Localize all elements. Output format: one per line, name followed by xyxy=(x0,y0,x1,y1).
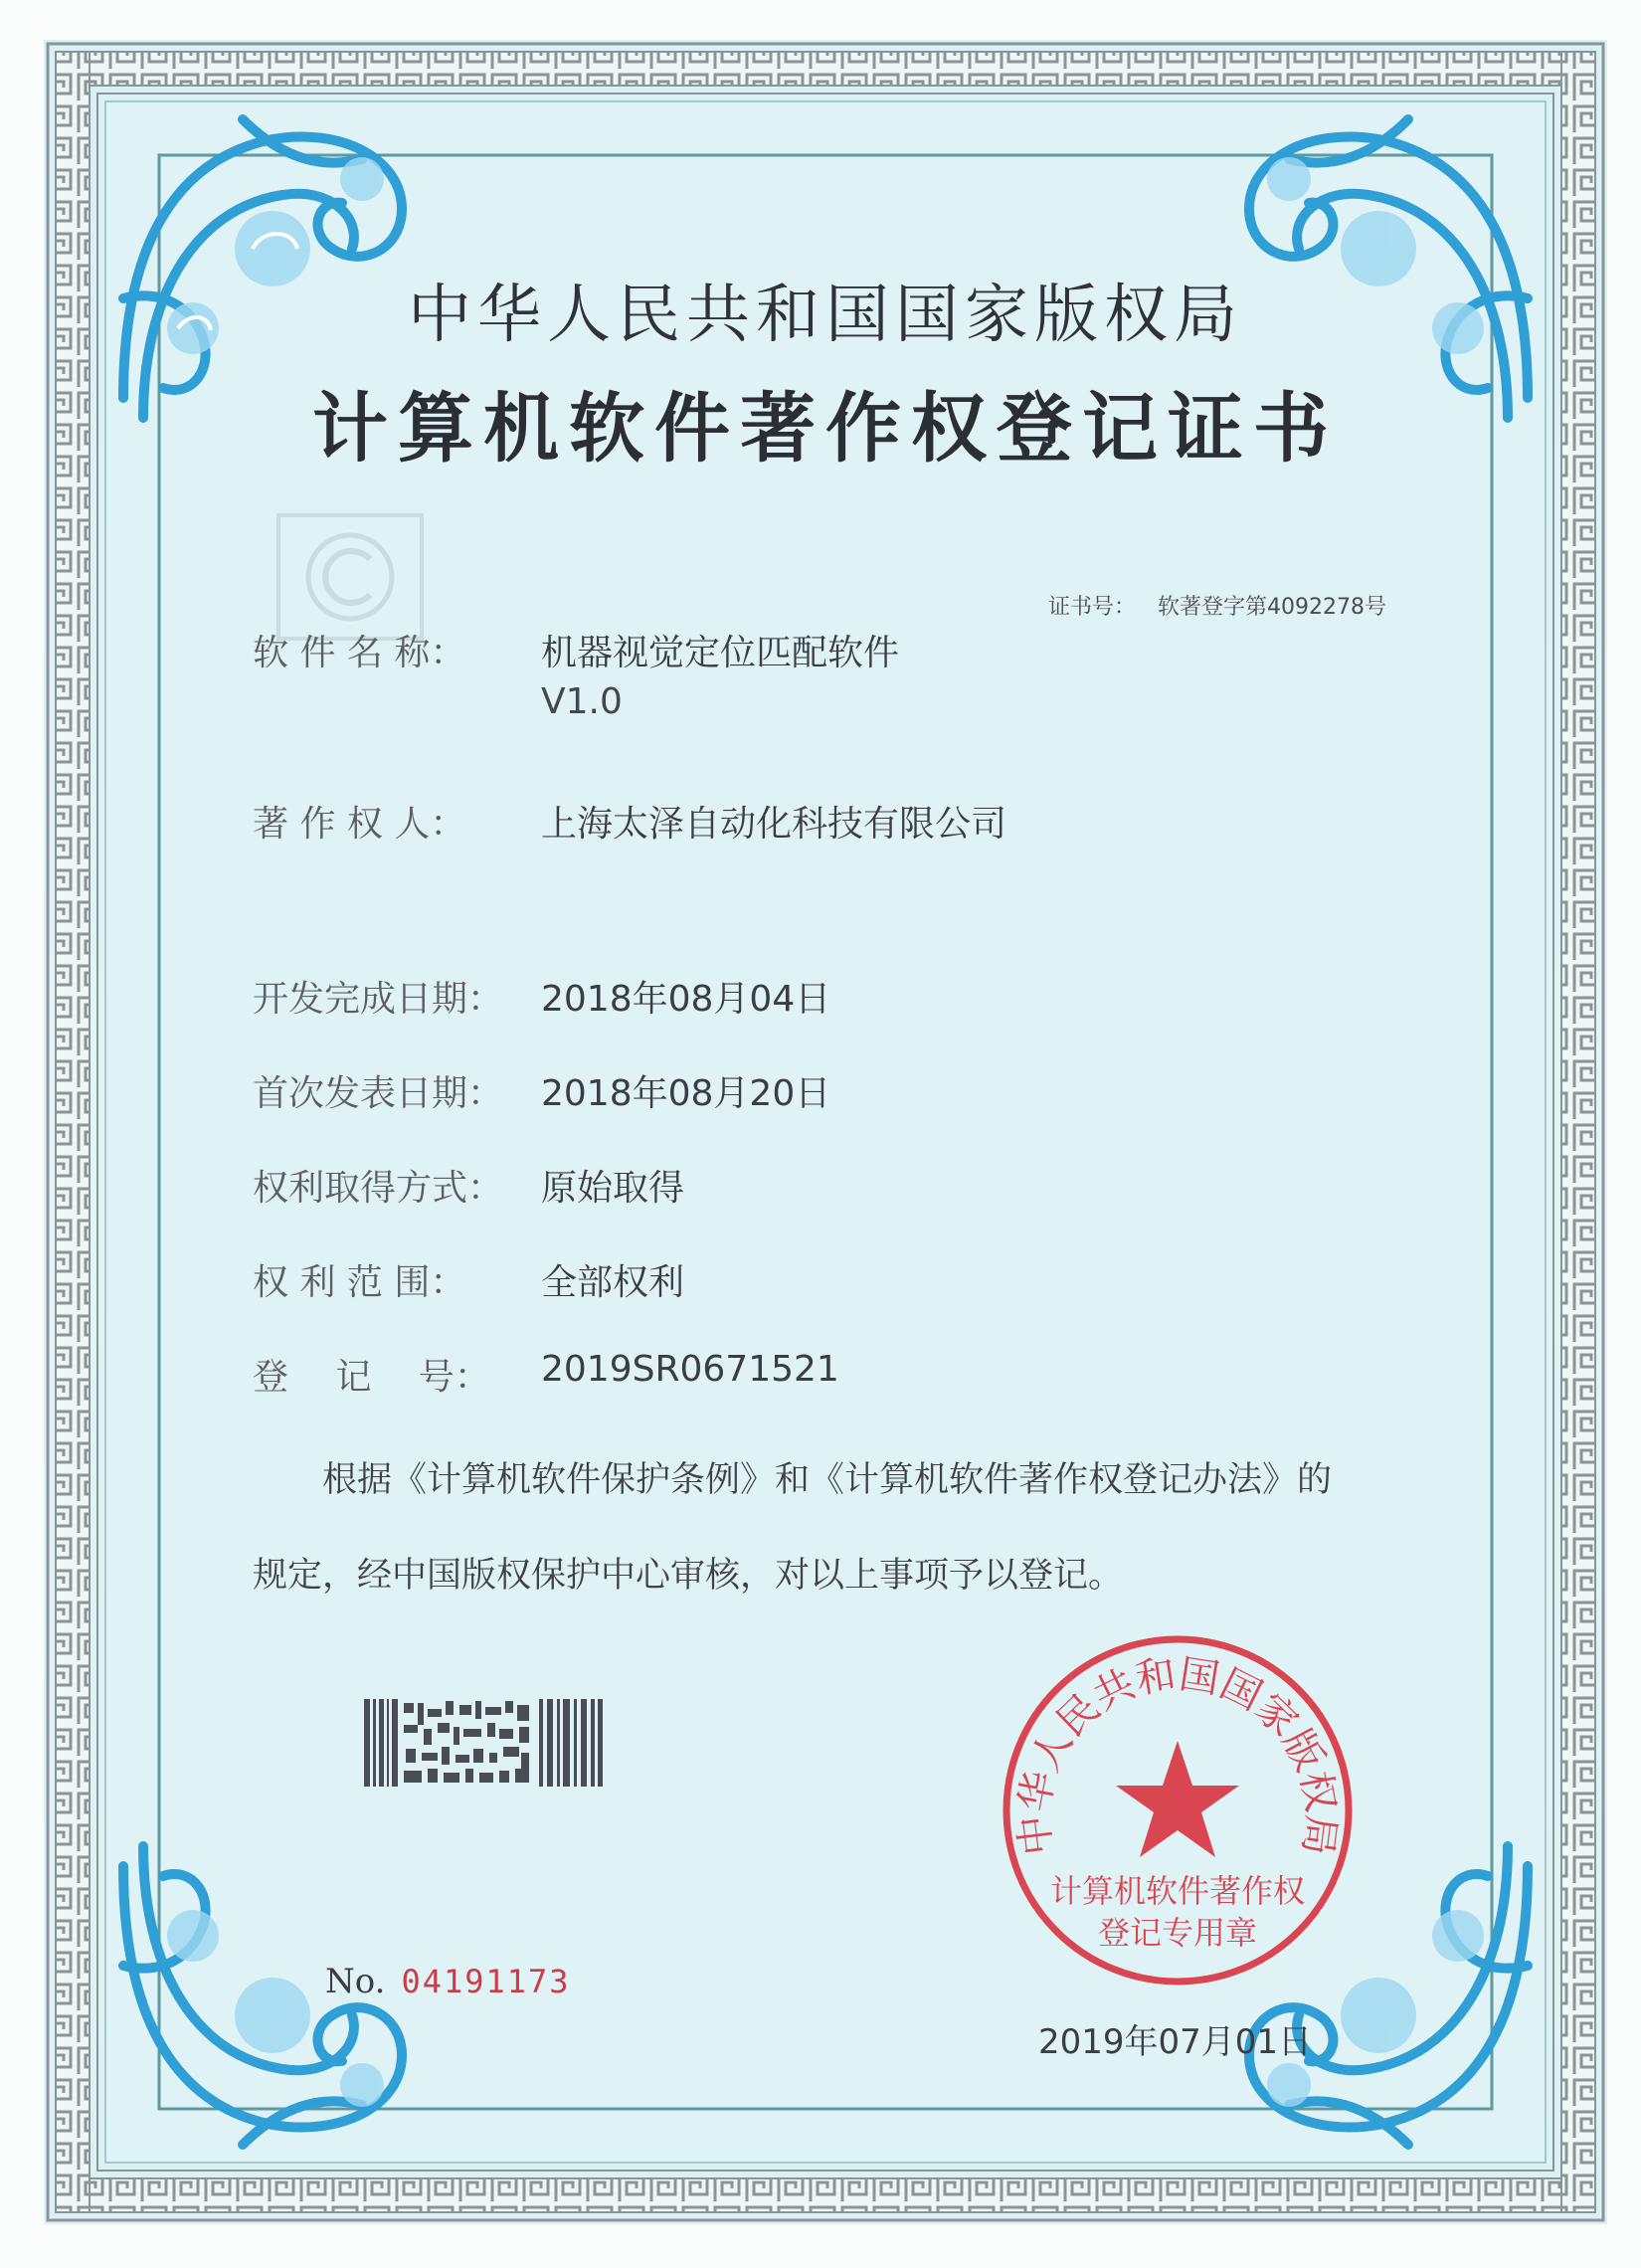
certificate xyxy=(44,40,1607,2224)
certificate-number xyxy=(1048,590,1386,621)
seal-inner-text-1: 计算机软件著作权 xyxy=(1049,1872,1306,1910)
field-label: 开发完成日期： xyxy=(253,979,504,1020)
seal-star-icon xyxy=(1116,1741,1239,1857)
issuer-heading: 中华人民共和国国家版权局 xyxy=(408,279,1243,352)
field-registration-number xyxy=(253,1349,839,1400)
field-value: 全部权利 xyxy=(541,1262,685,1303)
barcode-image xyxy=(364,1699,603,1787)
certificate-title: 计算机软件著作权登记证书 xyxy=(312,384,1339,472)
field-value: 上海太泽自动化科技有限公司 xyxy=(541,804,1007,845)
field-copyright-owner xyxy=(253,796,1006,847)
field-rights-acquisition xyxy=(253,1160,684,1211)
certificate-number-label: 证书号： xyxy=(1048,595,1137,620)
statement-line-2: 规定，经中国版权保护中心审核，对以上事项予以登记。 xyxy=(253,1556,1124,1596)
serial-number xyxy=(325,1962,571,2001)
field-rights-scope xyxy=(253,1254,684,1305)
registration-statement xyxy=(253,1432,1486,1623)
field-development-completion-date xyxy=(253,971,830,1022)
certificate-number-value: 软著登字第4092278号 xyxy=(1158,595,1386,620)
serial-label: No. xyxy=(325,1962,386,2001)
field-value: 机器视觉定位匹配软件 xyxy=(541,633,900,673)
issue-date: 2019年07月01日 xyxy=(1038,2022,1313,2062)
field-label: 权利取得方式： xyxy=(253,1168,504,1209)
field-label: 登 记 号： xyxy=(253,1357,490,1398)
field-label: 著 作 权 人： xyxy=(253,804,466,845)
statement-line-1: 根据《计算机软件保护条例》和《计算机软件著作权登记办法》的 xyxy=(322,1460,1333,1500)
official-seal xyxy=(989,1621,1367,1999)
field-software-name xyxy=(253,625,899,722)
field-value: 2018年08月04日 xyxy=(541,979,831,1020)
field-first-publication-date xyxy=(253,1065,830,1116)
field-value: 2018年08月20日 xyxy=(541,1073,831,1114)
field-label: 软 件 名 称： xyxy=(253,633,466,673)
seal-inner-text-2: 登记专用章 xyxy=(1097,1914,1258,1952)
field-value-version: V1.0 xyxy=(541,681,623,722)
field-label: 首次发表日期： xyxy=(253,1073,504,1114)
field-label: 权 利 范 围： xyxy=(253,1262,466,1303)
serial-value: 04191173 xyxy=(401,1963,571,2000)
field-value: 2019SR0671521 xyxy=(541,1349,839,1390)
seal-outer-text: 中华人民共和国国家版权局 xyxy=(1010,1651,1345,1858)
field-value: 原始取得 xyxy=(541,1168,685,1209)
